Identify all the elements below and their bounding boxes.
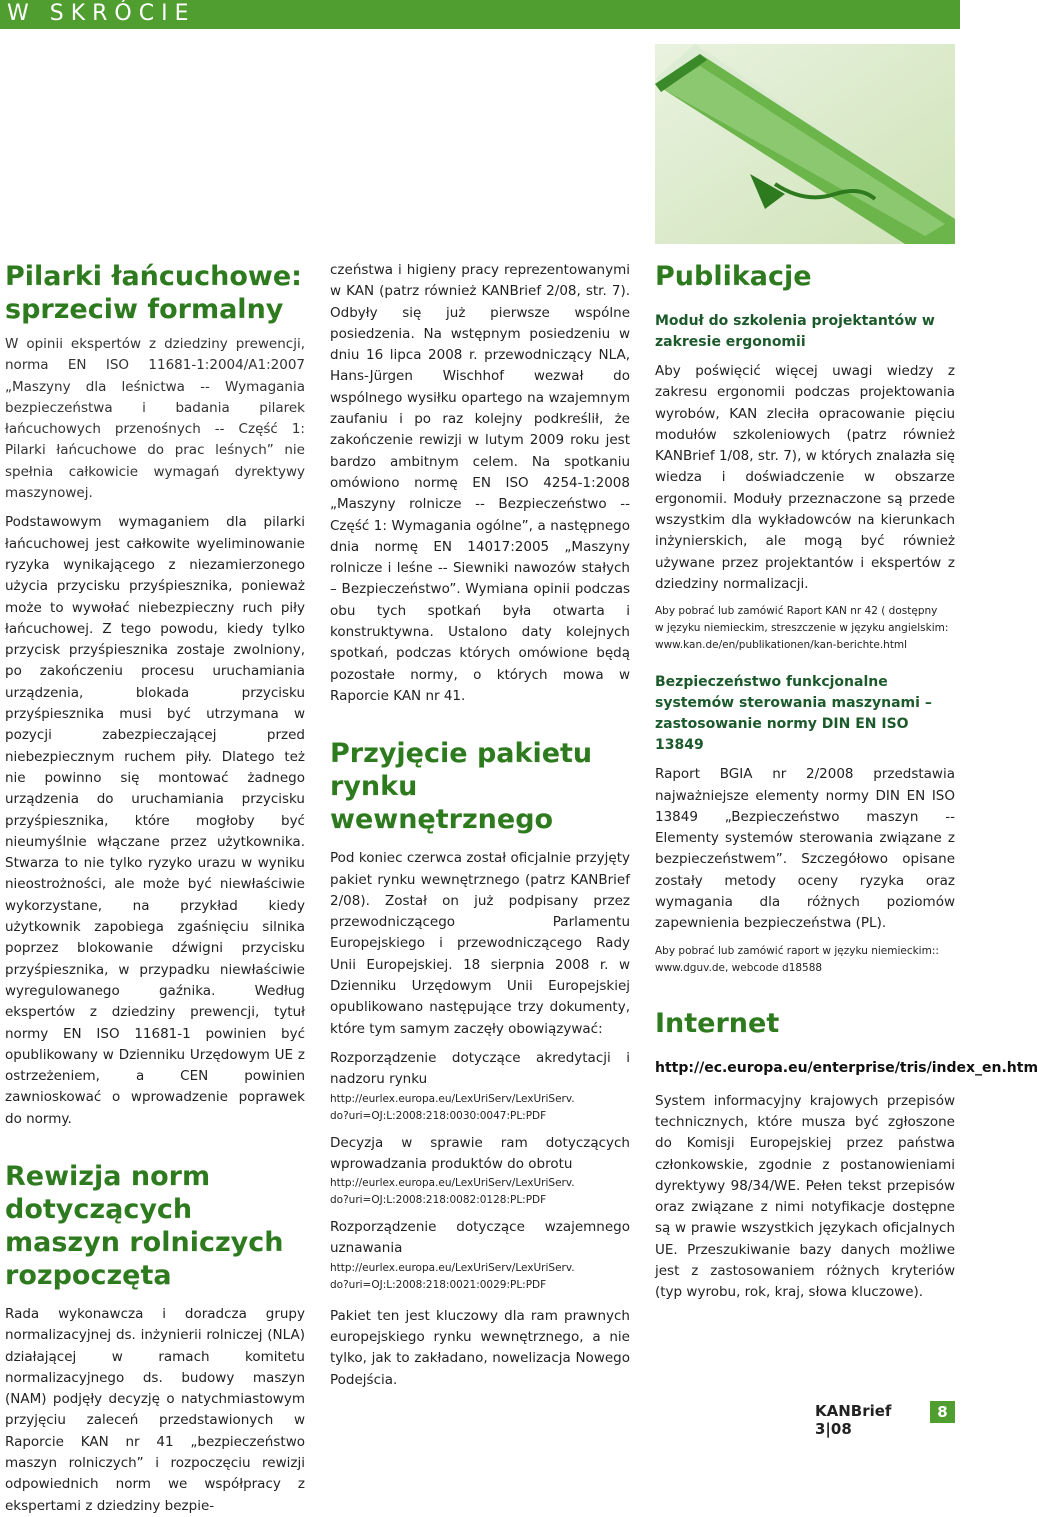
section-header-bar <box>0 0 960 29</box>
article-title-chainsaws: Pilarki łańcuchowe: sprzeciw formalny <box>5 261 302 325</box>
note-line: w języku niemieckim, streszczenie w języku angielskim: <box>655 622 949 635</box>
tris-link[interactable]: http://ec.europa.eu/enterprise/tris/index_en.htm <box>655 1059 1038 1076</box>
note-link[interactable]: www.kan.de/en/publikationen/kan-berichte.html <box>655 639 908 652</box>
document-link-1[interactable] <box>330 1091 630 1125</box>
tris-description: System informacyjny krajowych przepisów technicznych, które musza być zgłoszone do Komisji Europejskiej przez państwa członkowskie, zgodnie z postanowieniami dyrektywy 98/34/WE. Pełen tekst przepisów oraz związane z nimi notyfikacje dostępne są w prawie wszystkich językach oficjalnych UE. Przeszukiwanie bazy danych możliwe jest z zastosowaniem różnych kryteriów (typ wyrobu, rok, kraj, słowa kluczowe). <box>655 1092 955 1301</box>
column-middle <box>330 260 630 1391</box>
document-link-1-line1: http://eurlex.europa.eu/LexUriServ/LexUriServ. <box>330 1092 575 1105</box>
publication-note-functional-safety <box>655 943 955 977</box>
publication-note-ergonomics <box>655 603 955 654</box>
publication-title-functional-safety: Bezpieczeństwo funkcjonalne systemów sterowania maszynami – zastosowanie normy DIN EN ISO 13849 <box>655 674 932 754</box>
publication-title-ergonomics: Moduł do szkolenia projektantów w zakresie ergonomii <box>655 313 935 350</box>
document-item-2: Decyzja w sprawie ram dotyczących wprowadzania produktów do obrotu <box>330 1134 630 1172</box>
column-right <box>655 260 1038 1304</box>
document-item-1: Rozporządzenie dotyczące akredytacji i nadzoru rynku <box>330 1049 630 1088</box>
publication-body-ergonomics: Aby poświęcić więcej uwagi wiedzy z zakresu ergonomii podczas projektowania wyrobów, KAN zleciła opracowanie pięciu modułów szkoleniowych (patrz również KANBrief 1/08, str. 7), w których znalazła się wiedza i doświadczenie w obszarze ergonomii. Moduły przeznaczone są przede wszystkim dla wykładowców na kierunkach inżynierskich, ale mogą być również używane przez projektantów i ekspertów z dziedziny normalizacji. <box>655 363 955 592</box>
document-link-1-line2: do?uri=OJ:L:2008:218:0030:0047:PL:PDF <box>330 1109 547 1122</box>
section-title-publications: Publikacje <box>655 261 812 292</box>
section-label: W SKRÓCIE <box>7 1 196 26</box>
note-link[interactable]: www.dguv.de, webcode d18588 <box>655 961 823 974</box>
page-number: 8 <box>930 1401 955 1423</box>
document-link-2[interactable] <box>330 1175 630 1209</box>
document-item-3: Rozporządzenie dotyczące wzajemnego uznawania <box>330 1219 630 1257</box>
document-link-3[interactable] <box>330 1260 630 1294</box>
document-link-3-line2: do?uri=OJ:L:2008:218:0021:0029:PL:PDF <box>330 1278 547 1291</box>
article-title-internal-market: Przyjęcie pakietu rynku wewnętrznego <box>330 738 593 836</box>
section-title-internet: Internet <box>655 1007 780 1039</box>
issue-label: KANBrief 3|08 <box>815 1402 892 1438</box>
article-body-internal-market: Pod koniec czerwca został oficjalnie przyjęty pakiet rynku wewnętrznego (patrz KANBrief 2/08). Został on już podpisany przez przewodniczącego Parlamentu Europejskiego i przewodniczącego Rady Unii Europejskiej. 18 sierpnia 2008 r. w Dzienniku Urzędowym Unii Europejskiej opublikowano następujące trzy dokumenty, które tym samym zaczęły obowiązywać: <box>330 850 630 1037</box>
article-body-chainsaws: Podstawowym wymaganiem dla pilarki łańcuchowej jest całkowite wyeliminowanie ryzyka wynikającego z niezamierzonego użycia przycisku przyśpiesznika, ponieważ może to wywołać niebezpieczny ruch piły łańcuchowej. Z tego powodu, kiedy tylko przycisk przyśpiesznika zostaje zwolniony, po zakończeniu procesu uruchamiania urządzenia, blokada przycisku przyśpiesznika musi być utrzymana w pozycji zabezpieczającej przed niebezpiecznym ruchem piły. Dlatego też nie powinno się montować żadnego urządzenia do uruchamiania przycisku przyśpiesznika, które mogłoby być nieumyślnie włączane przez użytkownika. Stwarza to nie tylko ryzyko urazu w wyniku nieostrożności, ale może być niewłaściwie wykorzystane, na przykład kiedy użytkownik zapobiega zgaśnięciu silnika poprzez blokowanie dźwigni przycisku przyśpiesznika, w przypadku niewłaściwie wyregulowanego gaźnika. Według ekspertów z dziedziny prewencji, tytuł normy EN ISO 11681-1 powinien być opublikowany w Dzienniku Urzędowym UE z ostrzeżeniem, a CEN powinien zawnioskować o wprowadzenie poprawek do normy. <box>5 514 305 1127</box>
article-conclusion-internal-market: Pakiet ten jest kluczowy dla ram prawnych europejskiego rynku wewnętrznego, a nie tylko, jak to zakładano, nowelizacja Nowego Podejścia. <box>330 1307 630 1388</box>
pen-illustration-icon <box>655 44 955 244</box>
document-link-3-line1: http://eurlex.europa.eu/LexUriServ/LexUriServ. <box>330 1261 575 1274</box>
document-link-2-line1: http://eurlex.europa.eu/LexUriServ/LexUriServ. <box>330 1177 575 1190</box>
article-body-agri-continued: czeństwa i higieny pracy reprezentowanymi w KAN (patrz również KANBrief 2/08, str. 7). Odbyły się już pierwsze wspólne posiedzenia. Na wstępnym posiedzeniu w dniu 16 lipca 2008 r. przewodniczący NLA, Hans-Jürgen Wischhof wezwał do wspólnego wysiłku opartego na wzajemnym zaufaniu i po raz kolejny podkreślił, że zakończenie rewizji w lutym 2009 roku jest bardzo ambitnym celem. Na spotkaniu omówiono normę EN ISO 4254-1:2008 „Maszyny rolnicze -- Bezpieczeństwo -- Część 1: Wymagania ogólne”, a następnego dnia normę EN 14017:2005 „Maszyny rolnicze i leśne -- Siewniki nawozów stałych – Bezpieczeństwo”. Wymiana opinii podczas obu tych spotkań była otwarta i konstruktywna. Ustalono daty kolejnych spotkań, podczas których omówione będą pozostałe normy, o których mowa w Raporcie KAN nr 41. <box>330 262 630 704</box>
publication-body-functional-safety: Raport BGIA nr 2/2008 przedstawia najważniejsze elementy normy DIN EN ISO 13849 „Bezpieczeństwo maszyn -- Elementy systemów sterowania związane z bezpieczeństwem”. Szczegółowo opisane zostały metody oceny ryzyka oraz wymagania dla różnych poziomów zapewnienia bezpieczeństwa (PL). <box>655 766 955 932</box>
article-title-agri-standards: Rewizja norm dotyczących maszyn rolniczych rozpoczęta <box>5 1160 284 1291</box>
page-footer <box>815 1401 955 1438</box>
document-link-2-line2: do?uri=OJ:L:2008:218:0082:0128:PL:PDF <box>330 1194 547 1207</box>
article-lead-chainsaws: W opinii ekspertów z dziedziny prewencji, norma EN ISO 11681-1:2004/A1:2007 „Maszyny dla leśnictwa -- Wymagania bezpieczeństwa i badania pilarek łańcuchowych przenośnych -- Część 1: Pilarki łańcuchowe do prac leśnych” nie spełnia całkowicie wymagań dyrektywy maszynowej. <box>5 336 305 502</box>
article-body-agri-standards: Rada wykonawcza i doradcza grupy normalizacyjnej ds. inżynierii rolniczej (NLA) działającej w ramach komitetu normalizacyjnego ds. budowy maszyn (NAM) podjęły decyzję o natychmiastowym przyjęciu zaleceń przedstawionych w Raporcie KAN nr 41 „bezpieczeństwo maszyn rolniczych” i rozpoczęciu rewizji odpowiednich norm we współpracy z ekspertami z dziedziny bezpie- <box>5 1305 305 1514</box>
column-left <box>5 260 305 1517</box>
note-line: Aby pobrać lub zamówić Raport KAN nr 42 ( dostępny <box>655 605 938 618</box>
note-line: Aby pobrać lub zamówić raport w języku niemieckim:: <box>655 944 939 957</box>
